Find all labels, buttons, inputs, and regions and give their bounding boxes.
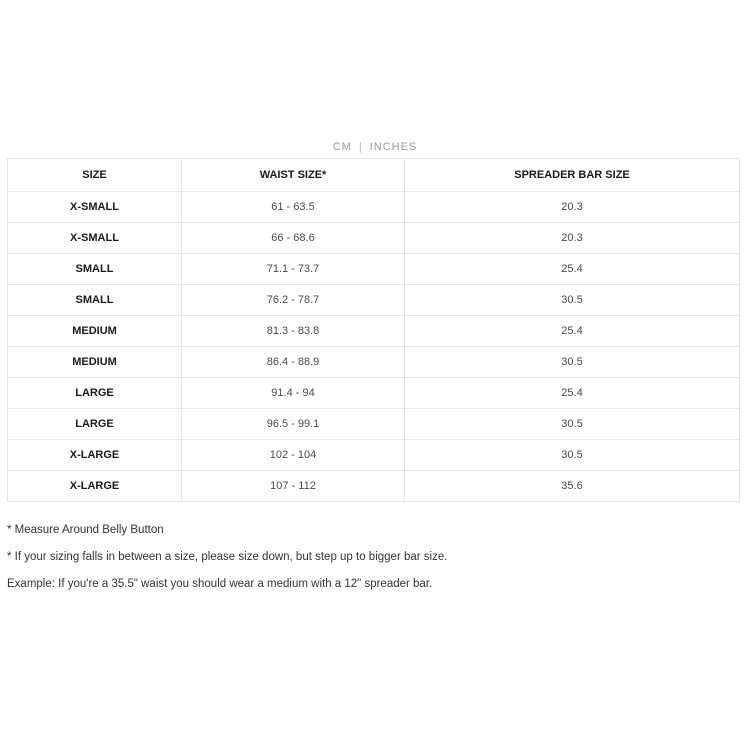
note-measure: * Measure Around Belly Button [7,524,164,536]
waist-cell: 96.5 - 99.1 [182,409,405,440]
bar-cell: 30.5 [405,409,740,440]
table-row [8,316,740,347]
waist-cell: 107 - 112 [182,471,405,502]
bar-cell: 30.5 [405,440,740,471]
bar-cell: 30.5 [405,285,740,316]
size-chart-table [7,158,740,502]
bar-cell: 20.3 [405,223,740,254]
unit-option-cm[interactable]: CM [332,141,352,153]
size-cell: MEDIUM [8,316,182,347]
bar-cell: 20.3 [405,192,740,223]
table-row [8,378,740,409]
table-row [8,254,740,285]
bar-cell: 25.4 [405,378,740,409]
size-cell: MEDIUM [8,347,182,378]
table-row [8,409,740,440]
waist-cell: 81.3 - 83.8 [182,316,405,347]
size-cell: X-SMALL [8,223,182,254]
size-notes [7,523,737,604]
waist-cell: 71.1 - 73.7 [182,254,405,285]
bar-cell: 25.4 [405,316,740,347]
note-example: Example: If you're a 35.5" waist you should wear a medium with a 12" spreader bar. [7,578,433,590]
bar-cell: 35.6 [405,471,740,502]
header-spreader-bar-size: SPREADER BAR SIZE [405,159,740,192]
header-size: SIZE [8,159,182,192]
size-cell: X-LARGE [8,440,182,471]
size-cell: LARGE [8,409,182,440]
bar-cell: 25.4 [405,254,740,285]
table-row [8,223,740,254]
unit-separator: | [358,141,363,153]
waist-cell: 76.2 - 78.7 [182,285,405,316]
size-cell: SMALL [8,285,182,316]
table-row [8,192,740,223]
table-header-row [8,159,740,192]
size-cell: LARGE [8,378,182,409]
size-cell: SMALL [8,254,182,285]
table-row [8,471,740,502]
size-cell: X-SMALL [8,192,182,223]
waist-cell: 91.4 - 94 [182,378,405,409]
note-between-sizes: * If your sizing falls in between a size, please size down, but step up to bigger bar size. [7,551,448,563]
size-cell: X-LARGE [8,471,182,502]
waist-cell: 102 - 104 [182,440,405,471]
table-row [8,440,740,471]
unit-option-inches[interactable]: INCHES [369,141,418,153]
waist-cell: 86.4 - 88.9 [182,347,405,378]
table-row [8,285,740,316]
bar-cell: 30.5 [405,347,740,378]
waist-cell: 66 - 68.6 [182,223,405,254]
table-row [8,347,740,378]
waist-cell: 61 - 63.5 [182,192,405,223]
unit-toggle [0,141,750,153]
header-waist-size: WAIST SIZE* [182,159,405,192]
